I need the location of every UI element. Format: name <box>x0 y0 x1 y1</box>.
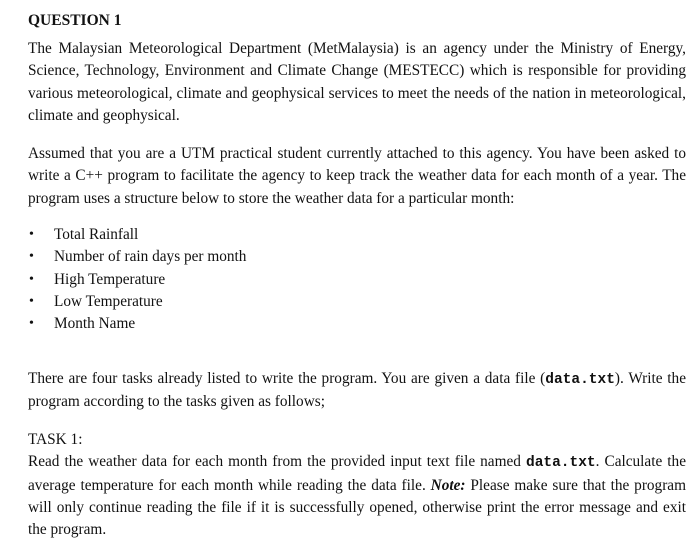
spacer <box>28 127 686 143</box>
bullet-icon: • <box>29 316 34 332</box>
tasks-intro-text-end: ). Write the program according to the tasks given as follows; <box>28 369 686 410</box>
data-file-name: data.txt <box>545 371 615 388</box>
task-1-text-middle: . Calculate the average temperature for each month while reading the data file. <box>28 453 686 494</box>
task-1-text-end: Please make sure that the program will only continue reading the file if it is successfully opened, otherwise print the error message and exit the program. <box>28 476 686 539</box>
bullet-icon: • <box>29 227 34 243</box>
spacer <box>28 210 686 224</box>
bullet-icon: • <box>29 271 34 287</box>
note-label: Note: <box>430 476 466 494</box>
tasks-intro-paragraph <box>28 368 686 414</box>
question-document <box>28 10 686 542</box>
task-1-title: TASK 1: <box>28 431 83 449</box>
list-item <box>28 291 686 313</box>
intro-paragraph: The Malaysian Meteorological Department (MetMalaysia) is an agency under the Ministry of Energy, Science, Technology, Environment and Climate Change (MESTECC) which is responsible for providing various meteorological, climate and geophysical services to meet the needs of the nation in meteorological, climate and geophysical. <box>28 40 686 124</box>
list-item <box>28 224 686 246</box>
list-item <box>28 313 686 335</box>
field-label: Month Name <box>54 315 136 333</box>
field-label: High Temperature <box>54 270 166 288</box>
bullet-icon: • <box>29 249 34 265</box>
field-label: Low Temperature <box>54 292 163 310</box>
task-1-text: Read the weather data for each month from the provided input text file named <box>28 453 526 471</box>
bullet-icon: • <box>29 293 34 309</box>
spacer <box>28 413 686 429</box>
list-item <box>28 246 686 268</box>
field-label: Total Rainfall <box>54 226 139 244</box>
task-1-paragraph <box>28 451 686 541</box>
field-label: Number of rain days per month <box>54 248 247 266</box>
question-title: QUESTION 1 <box>28 12 122 29</box>
tasks-intro-text: There are four tasks already listed to write the program. You are given a data file ( <box>28 369 546 387</box>
spacer <box>28 336 686 368</box>
structure-fields-list <box>28 224 686 335</box>
assumption-paragraph: Assumed that you are a UTM practical student currently attached to this agency. You have been asked to write a C++ program to facilitate the agency to keep track the weather data for each month of a year. The program uses a structure below to store the weather data for a particular month: <box>28 145 686 207</box>
list-item <box>28 269 686 291</box>
task-1-file-name: data.txt <box>526 455 596 472</box>
